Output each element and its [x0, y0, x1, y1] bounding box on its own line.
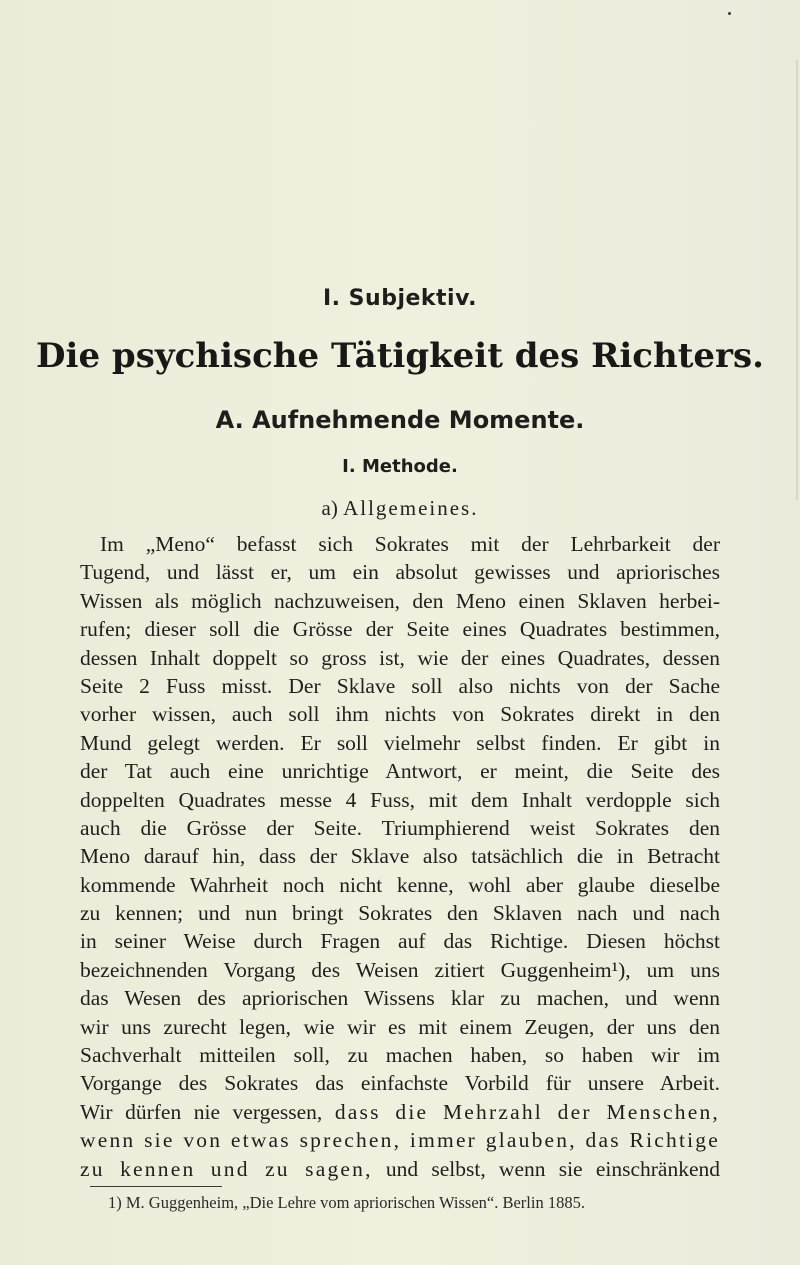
text-line: Im „Meno“ befasst sich Sokrates mit der Lehrbarkeit der	[100, 532, 720, 556]
text-line: kommende Wahrheit noch nicht kenne, wohl aber glaube dieselbe	[80, 872, 720, 897]
paragraph-prefix: a)	[321, 496, 344, 520]
text-line: wir uns zurecht legen, wie wir es mit einem Zeugen, der uns den	[80, 1014, 720, 1039]
text-line: in seiner Weise durch Fragen auf das Richtige. Diesen höchst	[80, 929, 720, 954]
footnote: 1) M. Guggenheim, „Die Lehre vom apriorischen Wissen“. Berlin 1885.	[108, 1193, 585, 1212]
text-line-emphasis	[80, 1155, 720, 1183]
text-line: doppelten Quadrates messe 4 Fuss, mit dem Inhalt verdopple sich	[80, 787, 720, 812]
text-line: vorher wissen, auch soll ihm nichts von Sokrates direkt in den	[80, 702, 720, 727]
text-line: das Wesen des apriorischen Wissens klar zu machen, und wenn	[80, 986, 720, 1011]
footnote-rule	[90, 1186, 222, 1187]
emphasis-spaced: zu kennen und zu sagen,	[80, 1156, 373, 1181]
paragraph-label: Allgemeines.	[343, 496, 479, 520]
text-line: Vorgange des Sokrates das einfachste Vorbild für unsere Arbeit.	[80, 1071, 720, 1096]
paragraph-heading	[0, 496, 800, 521]
chapter-title: Die psychische Tätigkeit des Richters.	[36, 336, 764, 376]
text-line: dessen Inhalt doppelt so gross ist, wie der eines Quadrates, dessen	[80, 645, 720, 670]
emphasis-spaced: dass die Mehrzahl der Menschen,	[334, 1099, 721, 1124]
text-line: rufen; dieser soll die Grösse der Seite eines Quadrates bestimmen,	[80, 617, 720, 642]
text-line: Seite 2 Fuss misst. Der Sklave soll also nichts von der Sache	[80, 673, 720, 698]
text-line: Tugend, und lässt er, um ein absolut gewisses und apriorisches	[80, 560, 720, 585]
emphasis-tail: und selbst, wenn sie einschränkend	[372, 1156, 720, 1181]
text-line: bezeichnenden Vorgang des Weisen zitiert Guggenheim¹), um uns	[80, 957, 720, 982]
text-line-emphasis	[80, 1126, 720, 1154]
text-line: Sachverhalt mitteilen soll, zu machen haben, so haben wir im	[80, 1043, 720, 1068]
section-heading: A. Aufnehmende Momente.	[215, 406, 585, 434]
subsection-heading: I. Methode.	[342, 456, 458, 477]
text-line: zu kennen; und nun bringt Sokrates den Sklaven nach und nach	[80, 901, 720, 926]
ink-speck	[728, 12, 731, 15]
text-line-emphasis	[80, 1098, 720, 1126]
page-edge-shadow	[796, 60, 798, 500]
text-line: Mund gelegt werden. Er soll vielmehr selbst finden. Er gibt in	[80, 730, 720, 755]
part-heading: I. Subjektiv.	[322, 286, 477, 311]
text-line: auch die Grösse der Seite. Triumphierend weist Sokrates den	[80, 815, 720, 840]
text-line: der Tat auch eine unrichtige Antwort, er meint, die Seite des	[80, 759, 720, 784]
text-line: Meno darauf hin, dass der Sklave also tatsächlich die in Betracht	[80, 844, 720, 869]
body-paragraph	[80, 530, 720, 1183]
emphasis-lead: Wir dürfen nie vergessen,	[80, 1099, 335, 1124]
emphasis-spaced: wenn sie von etwas sprechen, immer glauben, das Richtige	[80, 1128, 720, 1153]
text-line: Wissen als möglich nachzuweisen, den Meno einen Sklaven herbei-	[80, 588, 720, 613]
